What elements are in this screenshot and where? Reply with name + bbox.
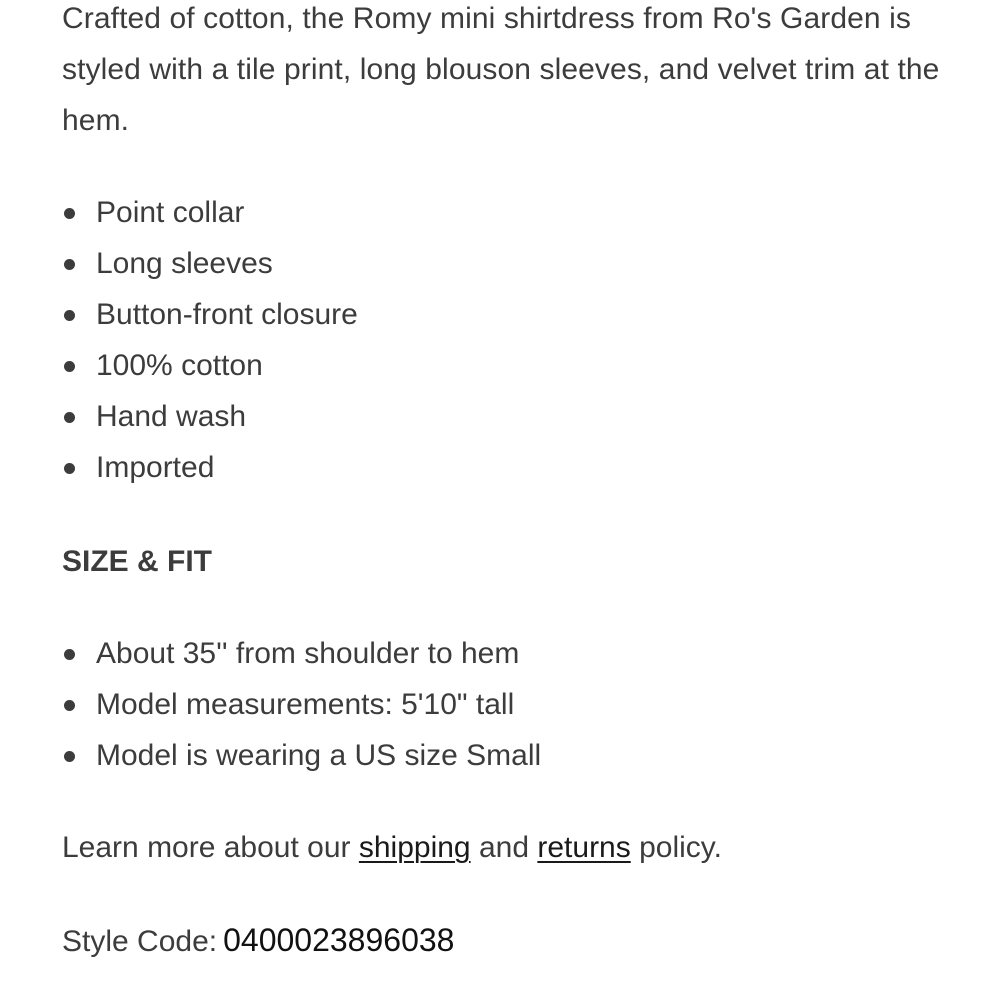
list-item (62, 442, 358, 493)
bullet-icon (64, 361, 75, 372)
feature-text: Button-front closure (96, 298, 358, 331)
bullet-icon (64, 208, 75, 219)
bullet-icon (64, 259, 75, 270)
feature-text: Long sleeves (96, 247, 273, 280)
feature-text: Hand wash (96, 400, 247, 433)
style-code-label: Style Code: (62, 925, 218, 958)
policy-suffix: policy. (639, 831, 722, 864)
returns-link[interactable]: returns (537, 831, 631, 864)
size-fit-heading: SIZE & FIT (62, 545, 212, 578)
feature-text: Point collar (96, 196, 245, 229)
product-description: Crafted of cotton, the Romy mini shirtdress from Ro's Garden is styled with a tile print, long blouson sleeves, and velvet trim at the hem. (62, 2, 940, 137)
bullet-icon (64, 649, 75, 660)
size-fit-text: About 35'' from shoulder to hem (96, 637, 520, 670)
shipping-link[interactable]: shipping (358, 831, 471, 864)
style-code (62, 916, 454, 966)
feature-text: Imported (96, 451, 215, 484)
list-item (62, 391, 358, 442)
list-item (62, 238, 358, 289)
list-item (62, 187, 358, 238)
policy-middle: and (478, 831, 530, 864)
bullet-icon (64, 310, 75, 321)
bullet-icon (64, 700, 75, 711)
policy-prefix: Learn more about our (62, 831, 351, 864)
bullet-icon (64, 463, 75, 474)
feature-list (62, 187, 358, 493)
size-fit-list (62, 628, 541, 781)
bullet-icon (64, 751, 75, 762)
list-item (62, 628, 541, 679)
list-item (62, 730, 541, 781)
bullet-icon (64, 412, 75, 423)
style-code-value: 0400023896038 (223, 922, 455, 958)
list-item (62, 289, 358, 340)
list-item (62, 679, 541, 730)
feature-text: 100% cotton (96, 349, 263, 382)
size-fit-text: Model measurements: 5'10" tall (96, 688, 515, 721)
list-item (62, 340, 358, 391)
policy-note (62, 824, 722, 872)
size-fit-text: Model is wearing a US size Small (96, 739, 542, 772)
